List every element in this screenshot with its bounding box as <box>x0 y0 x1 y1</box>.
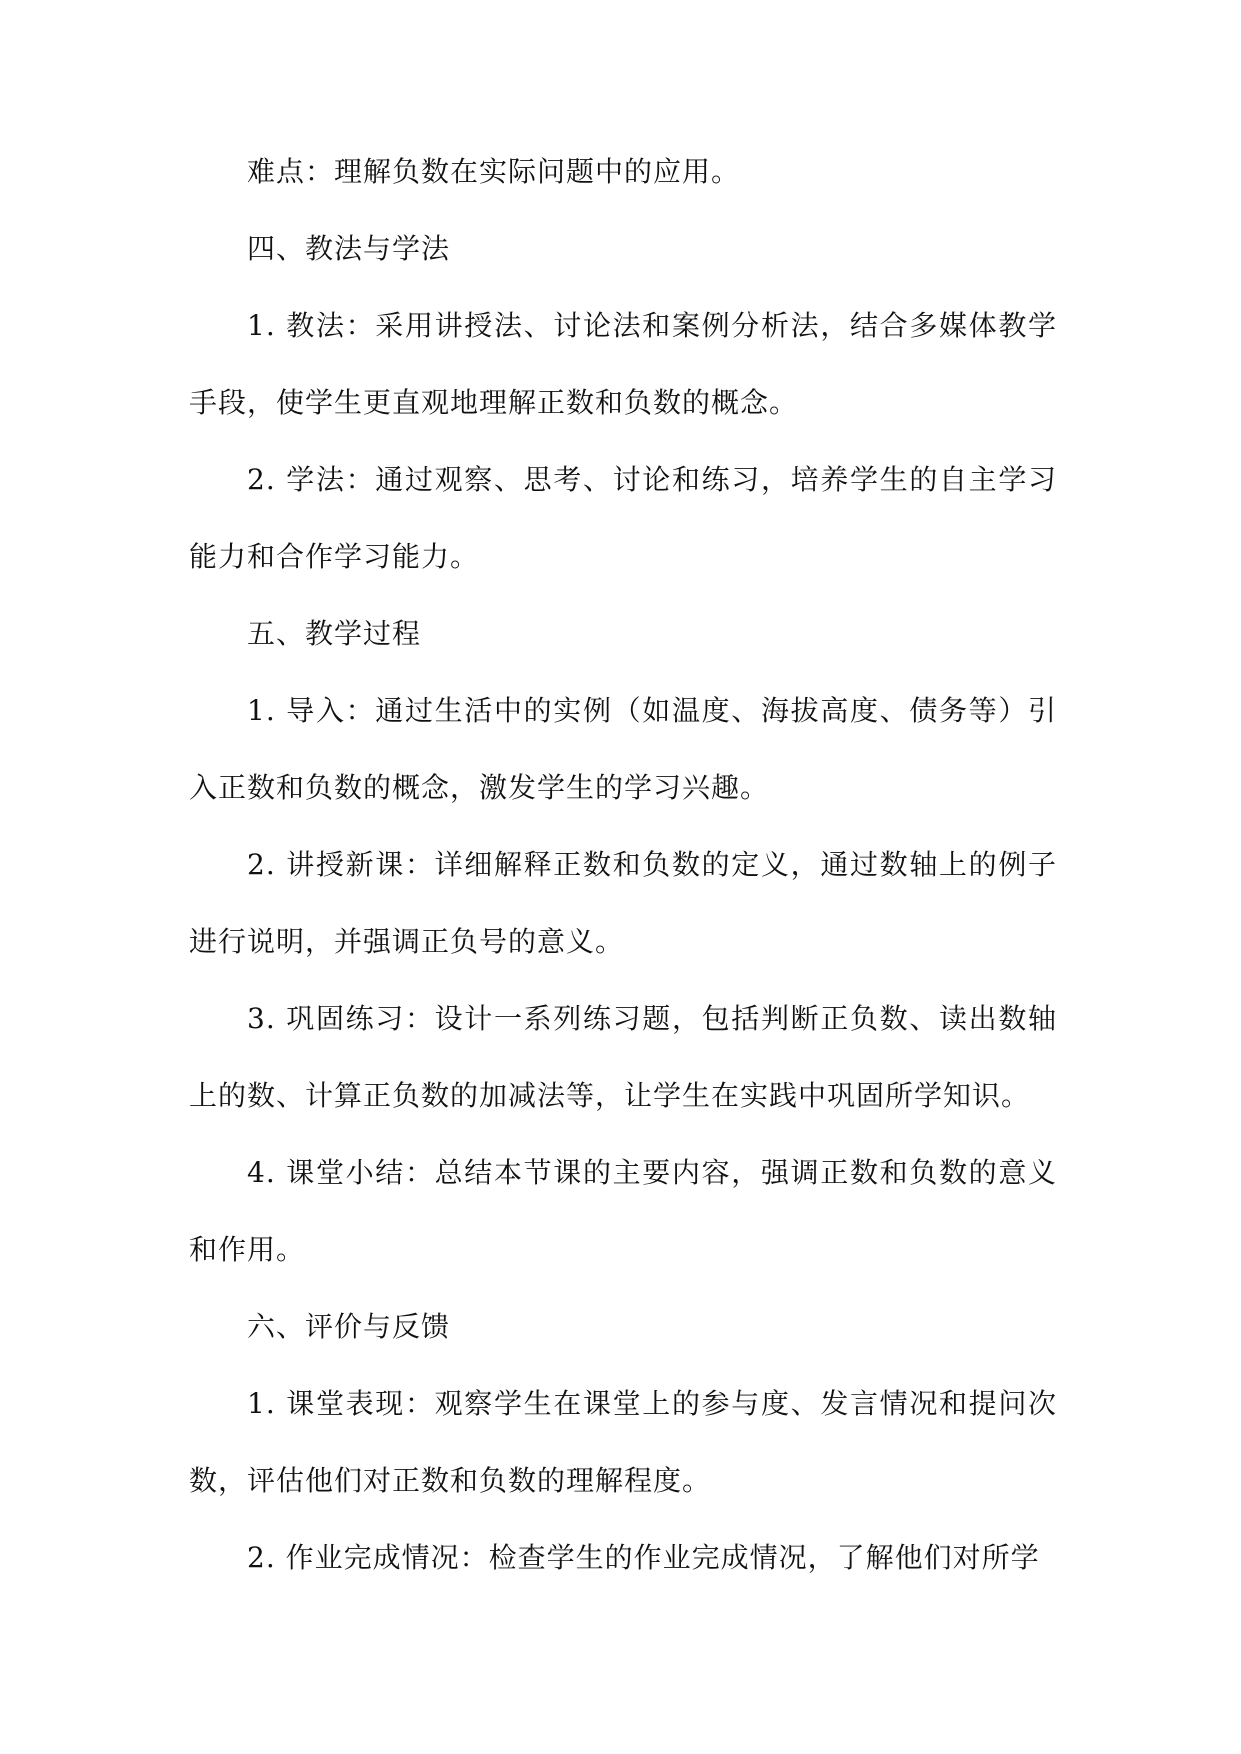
new-lesson-paragraph: 2. 讲授新课：详细解释正数和负数的定义，通过数轴上的例子进行说明，并强调正负号的意义。 <box>189 848 1057 958</box>
homework-paragraph: 2. 作业完成情况：检查学生的作业完成情况，了解他们对所学 <box>247 1541 1040 1574</box>
difficulty-paragraph: 难点：理解负数在实际问题中的应用。 <box>247 155 741 188</box>
section-heading-methods: 四、教法与学法 <box>247 232 451 265</box>
practice-paragraph: 3. 巩固练习：设计一系列练习题，包括判断正负数、读出数轴上的数、计算正负数的加减法等，让学生在实践中巩固所学知识。 <box>189 1002 1057 1112</box>
summary-paragraph: 4. 课堂小结：总结本节课的主要内容，强调正数和负数的意义和作用。 <box>189 1156 1057 1266</box>
teaching-method-paragraph: 1. 教法：采用讲授法、讨论法和案例分析法，结合多媒体教学手段，使学生更直观地理解正数和负数的概念。 <box>189 309 1057 419</box>
section-heading-evaluation: 六、评价与反馈 <box>247 1310 451 1343</box>
section-heading-process: 五、教学过程 <box>247 617 422 650</box>
intro-paragraph: 1. 导入：通过生活中的实例（如温度、海拔高度、债务等）引入正数和负数的概念，激发学生的学习兴趣。 <box>189 694 1057 804</box>
learning-method-paragraph: 2. 学法：通过观察、思考、讨论和练习，培养学生的自主学习能力和合作学习能力。 <box>189 463 1057 573</box>
classroom-performance-paragraph: 1. 课堂表现：观察学生在课堂上的参与度、发言情况和提问次数，评估他们对正数和负数的理解程度。 <box>189 1387 1057 1497</box>
